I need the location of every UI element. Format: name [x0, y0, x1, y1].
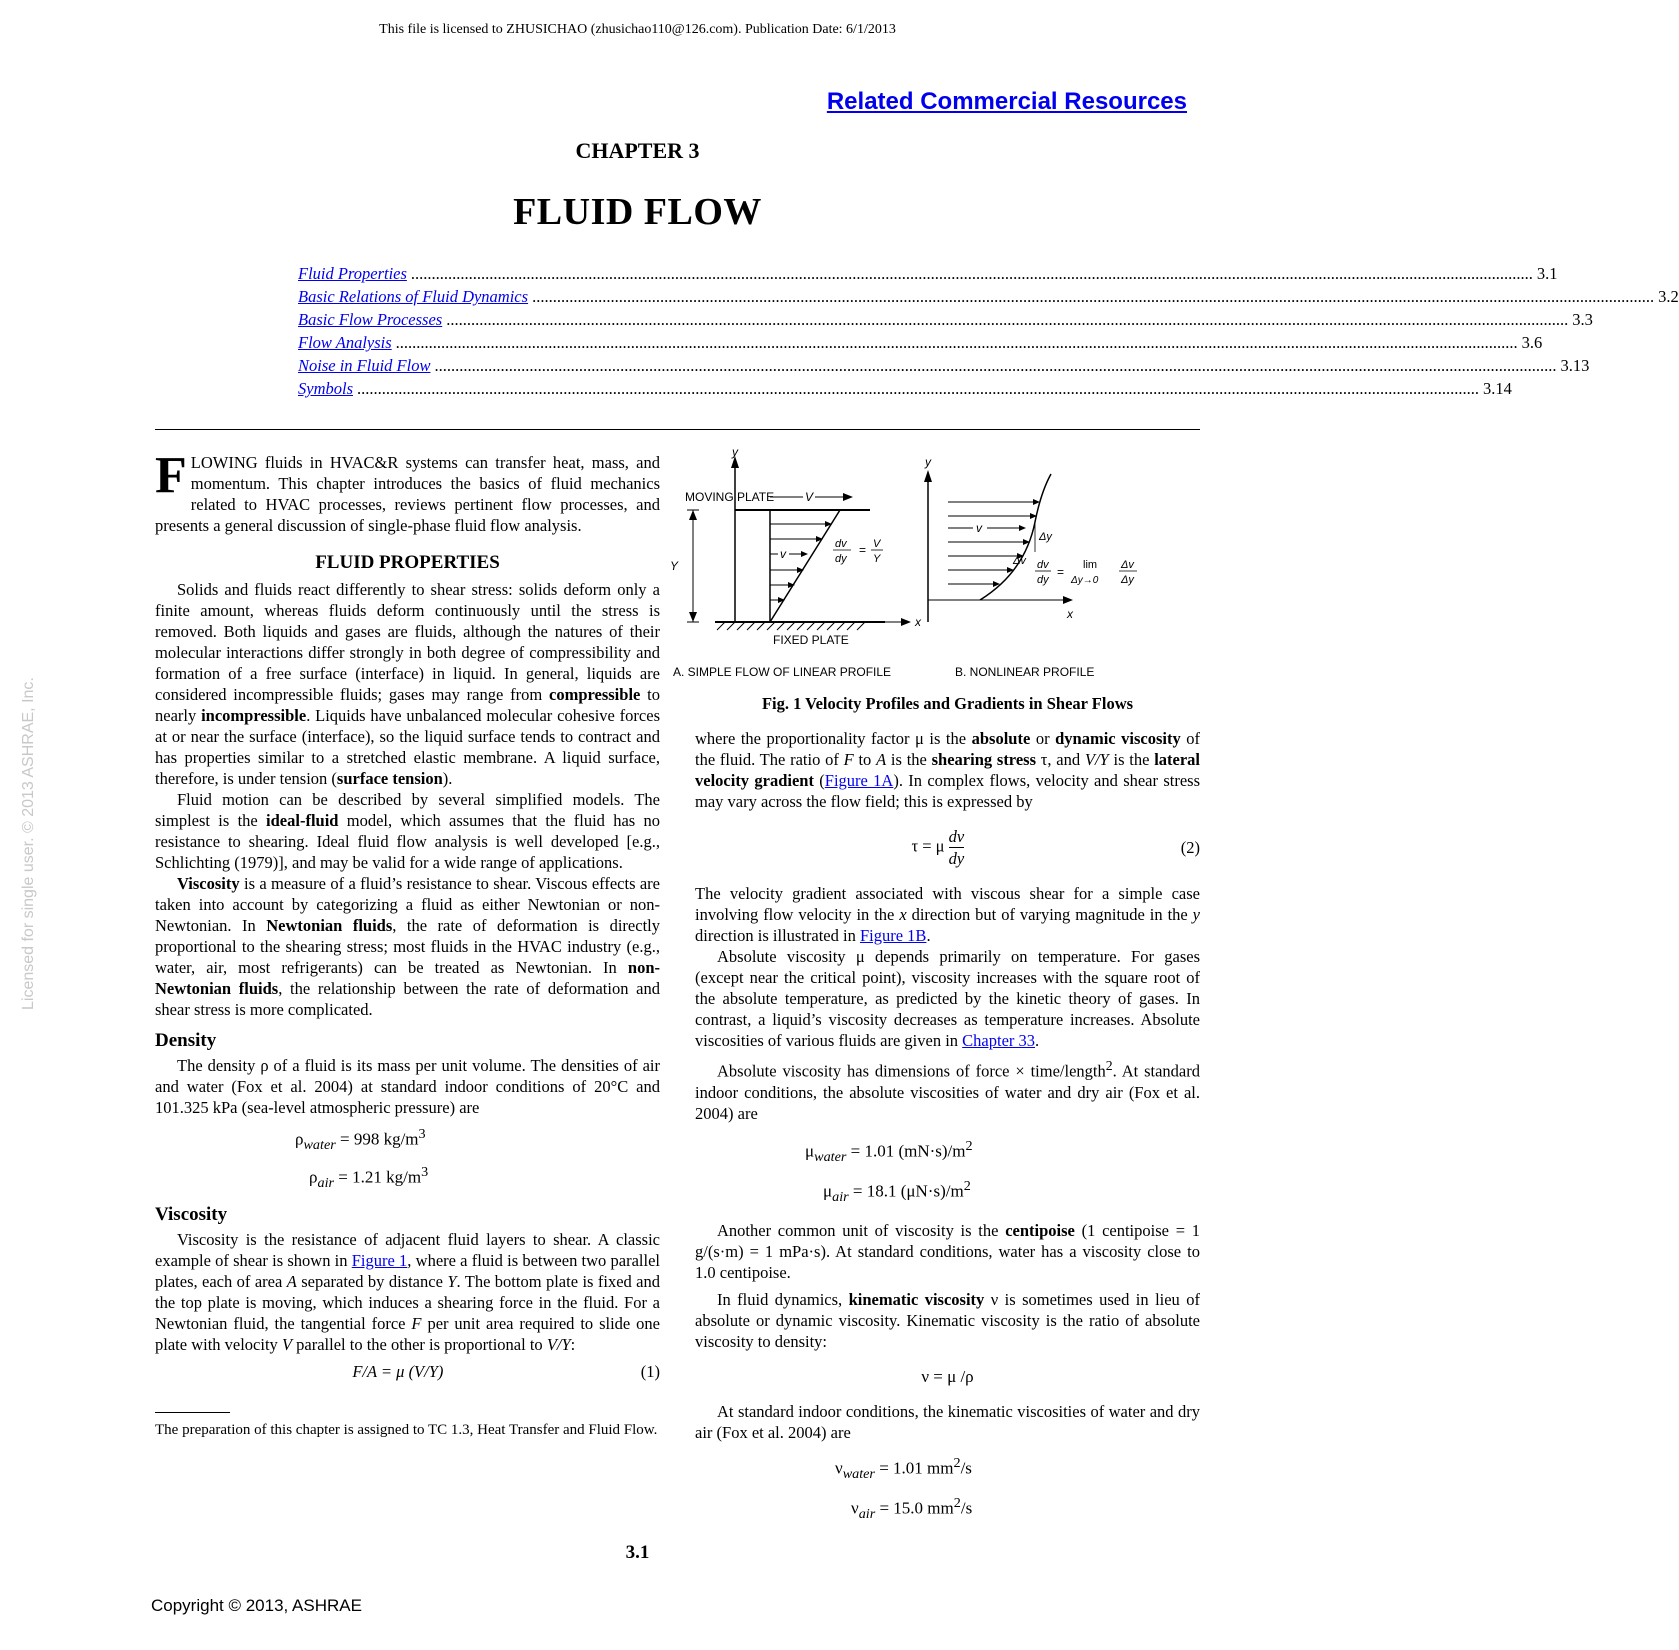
mu-values — [805, 1136, 1200, 1208]
nu-water-equation: $\nu_{water} = 1.01$ $mm^2/s$ — [835, 1454, 972, 1482]
toc-page: 3.3 — [1572, 310, 1593, 329]
arrowhead — [924, 470, 932, 482]
paragraph: Absolute viscosity has dimensions of force × time/length$^2$. At standard indoor conditions, the absolute viscosities of water and dry air (Fox et al. 2004) are — [695, 1058, 1200, 1123]
paragraph: Absolute viscosity μ depends primarily on temperature. For gases (except near the critical point), viscosity increases with the square root of the absolute temperature, as predicted by the kinetic theory of gases. In contrast, a liquid’s viscosity decreases as temperature increases. Absolute viscosities of various fluids are given in Chapter 33. — [695, 947, 1200, 1050]
table-of-contents — [298, 262, 1679, 400]
arrowhead — [801, 551, 808, 557]
chapter-title: FLUID FLOW — [513, 191, 762, 233]
lim-sub-label: Δy→0 — [1071, 575, 1099, 586]
toc-link-fluid-properties[interactable]: Fluid Properties — [298, 264, 407, 283]
toc-page: 3.14 — [1483, 379, 1512, 398]
y-label-a: y — [732, 445, 738, 459]
velocity-arrows-b — [948, 499, 1040, 587]
paragraph: Viscosity is a measure of a fluid’s resistance to shear. Viscous effects are taken into account by categorizing a fluid as either Newtonian or non-Newtonian. In Newtonian fluids, the rate of deformation is directly proportional to the shearing stress; most fluids in the HVAC industry (e.g., water, air, most refrigerants) can be treated as Newtonian. In non-Newtonian fluids, the relationship between the rate of deformation and shear stress is more complicated. — [155, 874, 660, 1019]
x-label-a: x — [915, 615, 921, 629]
V-over-label: V — [873, 538, 881, 550]
delta-v-num: Δv — [1121, 559, 1134, 571]
toc-leader — [411, 262, 1533, 285]
figure-1-diagram — [670, 445, 1200, 679]
figure-caption: Fig. 1 Velocity Profiles and Gradients in Shear Flows — [761, 694, 1134, 713]
nu-air-equation: $\nu_{air} = 15.0$ $mm^2/s$ — [851, 1494, 973, 1522]
toc-leader — [396, 331, 1518, 354]
Y-under-label: Y — [873, 553, 881, 565]
toc-link-flow-analysis[interactable]: Flow Analysis — [298, 333, 392, 352]
y-label-b: y — [925, 455, 931, 469]
arrowhead — [1019, 525, 1026, 531]
mu-air-equation: $\mu_{air} = 18.1$ $(\mu N\cdot s)/m^2$ — [823, 1177, 971, 1205]
toc-leader — [434, 354, 1556, 377]
chapter-33-link[interactable]: Chapter 33 — [962, 1031, 1036, 1050]
header-rule — [155, 429, 1200, 430]
drop-cap: F — [155, 447, 187, 504]
section-heading-fluid-properties: FLUID PROPERTIES — [315, 552, 500, 573]
toc-row — [298, 262, 1558, 285]
toc-row — [298, 285, 1679, 308]
dy-label-b: dy — [1037, 574, 1049, 586]
mu-water-equation: $\mu_{water} = 1.01$ $(mN\cdot s)/m^2$ — [805, 1137, 973, 1165]
toc-row — [298, 377, 1512, 400]
toc-page: 3.13 — [1560, 356, 1590, 375]
subheading-density: Density — [155, 1030, 217, 1051]
side-license-note: Licensed for single user. © 2013 ASHRAE, Inc. — [20, 677, 37, 1010]
equation-1: F/A = μ (V/Y) (1) — [352, 1362, 660, 1382]
toc-row — [298, 331, 1543, 354]
figure-1b-link[interactable]: Figure 1B — [859, 926, 927, 945]
label-a: A. SIMPLE FLOW OF LINEAR PROFILE — [673, 665, 892, 679]
license-line: This file is licensed to ZHUSICHAO (zhusichao110@126.com). Publication Date: 6/1/2013 — [379, 22, 896, 37]
moving-plate-label: MOVING PLATE — [685, 490, 775, 504]
intro-paragraph: FLOWING fluids in HVAC&R systems can transfer heat, mass, and momentum. This chapter introduces the basics of fluid mechanics related to HVAC processes, reviews pertinent flow processes, and presents a general discussion of single-phase fluid flow analysis. — [155, 447, 660, 535]
footnote: The preparation of this chapter is assigned to TC 1.3, Heat Transfer and Fluid Flow. — [155, 1422, 658, 1439]
footnote-rule — [155, 1412, 230, 1413]
toc-page: 3.6 — [1521, 333, 1543, 352]
paragraph: where the proportionality factor μ is the absolute or dynamic viscosity of the fluid. The ratio of F to A is the shearing stress τ, and V/Y is the lateral velocity gradient (Figure 1A). In complex flows, velocity and shear stress may vary across the flow field; this is expressed by — [695, 729, 1200, 811]
left-column — [155, 447, 661, 1440]
toc-link-noise[interactable]: Noise in Fluid Flow — [298, 356, 431, 375]
dy-label: dy — [835, 553, 847, 565]
subheading-viscosity: Viscosity — [155, 1204, 228, 1226]
copyright: Copyright © 2013, ASHRAE — [151, 1596, 362, 1615]
dv-label: dv — [835, 538, 847, 550]
v-label-small: v — [780, 547, 786, 561]
toc-leader — [357, 377, 1479, 400]
equation-3: ν = μ /ρ — [921, 1366, 974, 1386]
equation-2: τ = μ $\frac{dv}{dy}$ (2) — [911, 827, 1200, 868]
Y-label: Y — [670, 559, 679, 573]
figure-1a-link[interactable]: Figure 1A — [824, 771, 894, 790]
arrowhead — [1063, 596, 1073, 604]
paragraph: Fluid motion can be described by several simplified models. The simplest is the ideal-fluid model, which assumes that the fluid has no resistance to shearing. Ideal fluid flow analysis is well developed [e.g., Schlichting (1979)], and may be valid for a wide range of applications. — [155, 790, 660, 872]
toc-row — [298, 354, 1590, 377]
label-b: B. NONLINEAR PROFILE — [955, 665, 1095, 679]
delta-y-label: Δy — [1039, 531, 1052, 543]
toc-leader — [532, 285, 1654, 308]
density-values — [295, 1124, 660, 1194]
equals: = — [859, 543, 867, 557]
hatching — [717, 622, 865, 630]
figure-1-link[interactable]: Figure 1 — [351, 1251, 408, 1271]
related-resources-link[interactable]: Related Commercial Resources — [826, 88, 1187, 115]
right-column — [695, 685, 1200, 1531]
arrowhead — [901, 618, 911, 626]
chapter-number: CHAPTER 3 — [575, 138, 700, 163]
paragraph: In fluid dynamics, kinematic viscosity ν is sometimes used in lieu of absolute or dynamic viscosity. Kinematic viscosity is the ratio of absolute viscosity to density: — [695, 1289, 1200, 1351]
rho-water-equation: $\rho_{water} = 998$ $kg/m^3$ — [295, 1126, 426, 1154]
eq2-fraction: $\frac{dv}{dy}$ — [948, 827, 965, 868]
toc-link-symbols[interactable]: Symbols — [298, 379, 353, 398]
linear-profile — [770, 510, 840, 622]
arrowhead — [689, 510, 697, 520]
delta-y-den: Δy — [1121, 574, 1134, 586]
arrowhead — [843, 493, 853, 501]
toc-page: 3.2 — [1658, 287, 1679, 306]
fixed-plate-label: FIXED PLATE — [773, 633, 849, 647]
dv-label-b: dv — [1037, 559, 1049, 571]
paragraph: At standard indoor conditions, the kinematic viscosities of water and dry air (Fox et al. 2004) are — [695, 1401, 1200, 1442]
lim-label: lim — [1083, 559, 1098, 571]
equals-b: = — [1057, 565, 1065, 579]
toc-row — [298, 308, 1593, 331]
paragraph: Viscosity is the resistance of adjacent fluid layers to shear. A classic example of shear is shown in Figure 1, where a fluid is between two parallel plates, each of area A separated by distance Y. The bottom plate is fixed and the top plate is moving, which induces a shearing force in the fluid. For a Newtonian fluid, the tangential force F per unit area required to slide one plate with velocity V parallel to the other is proportional to V/Y: — [155, 1230, 661, 1355]
paragraph: The density ρ of a fluid is its mass per unit volume. The densities of air and water (Fox et al. 2004) at standard indoor conditions of 20°C and 101.325 kPa (sea-level atmospheric pressure) are — [155, 1056, 660, 1117]
toc-leader — [446, 308, 1568, 331]
paragraph: The velocity gradient associated with viscous shear for a simple case involving flow velocity in the x direction but of varying magnitude in the y direction is illustrated in Figure 1B. — [695, 884, 1200, 945]
toc-link-basic-flow-processes[interactable]: Basic Flow Processes — [298, 310, 443, 329]
velocity-arrows-a — [770, 521, 832, 603]
v-label-top: V — [805, 490, 814, 504]
arrowhead — [689, 612, 697, 622]
toc-page: 3.1 — [1536, 264, 1558, 283]
paragraph: Another common unit of viscosity is the centipoise (1 centipoise = 1 g/(s·m) = 1 mPa·s). At standard conditions, water has a viscosity close to 1.0 centipoise. — [695, 1220, 1200, 1282]
v-label-b: v — [976, 521, 982, 535]
toc-link-basic-relations[interactable]: Basic Relations of Fluid Dynamics — [298, 287, 529, 306]
nu-values — [835, 1453, 1200, 1525]
page-number: 3.1 — [625, 1542, 650, 1563]
x-label-b: x — [1067, 607, 1073, 621]
rho-air-equation: $\rho_{air} = 1.21$ $kg/m^3$ — [309, 1164, 429, 1192]
delta-v-label: Δv — [1013, 555, 1026, 567]
paragraph: Solids and fluids react differently to shear stress: solids deform only a finite amount, whereas fluids deform continuously until the stress is removed. Both liquids and gases are fluids, although the natures of their molecular interactions differ strongly in both degree of compressibility and formation of a free surface (interface) in liquid. In general, liquids are considered incompressible fluids; gases may range from compressible to nearly incompressible. Liquids have unbalanced molecular cohesive forces at or near the surface (interface), so the liquid surface tends to contract and has properties similar to a stretched elastic membrane. A liquid surface, therefore, is under tension (surface tension). — [155, 580, 660, 788]
